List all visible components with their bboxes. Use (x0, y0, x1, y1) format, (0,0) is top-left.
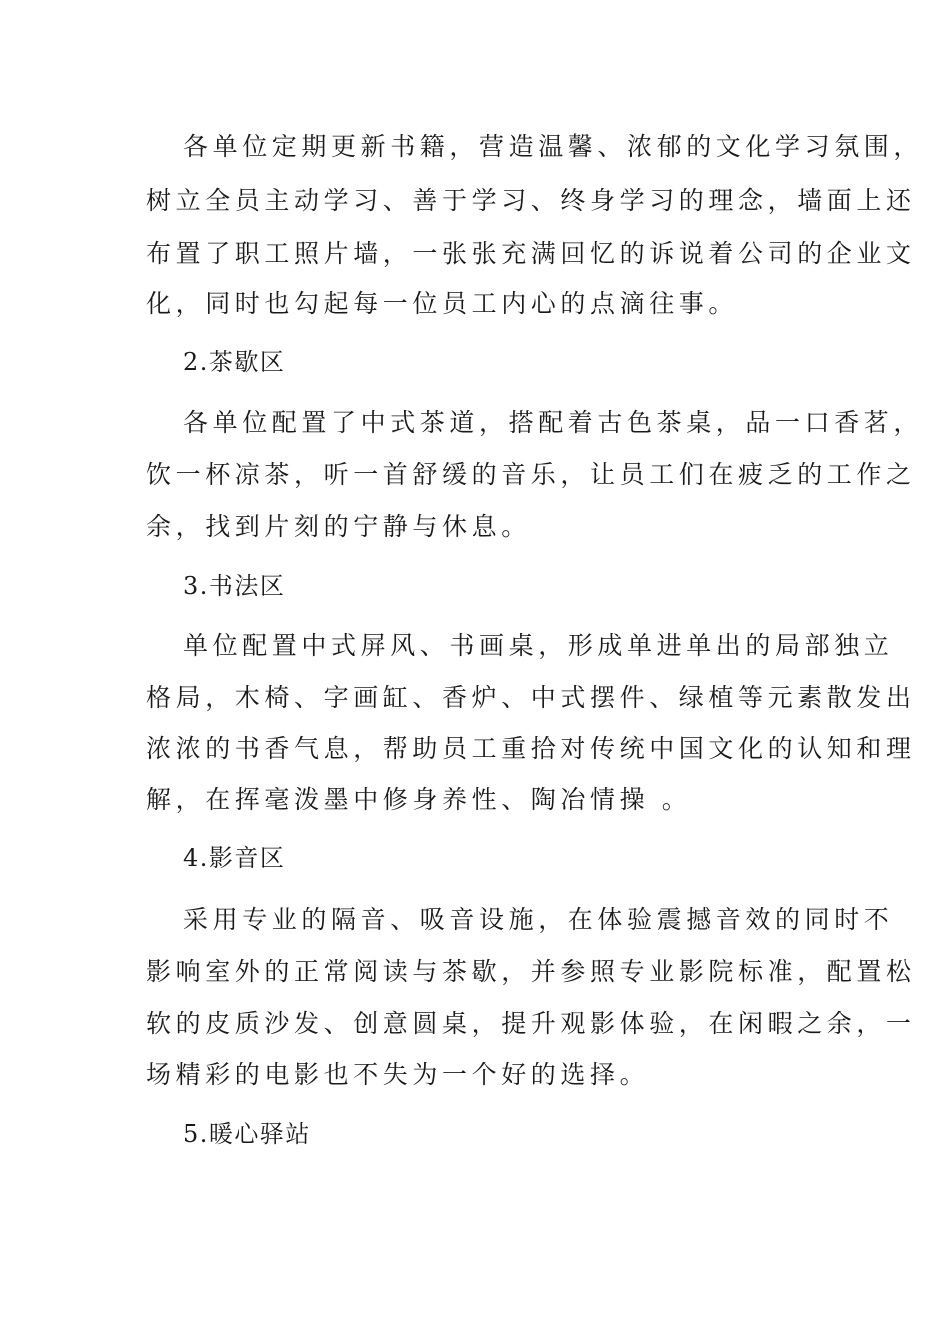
paragraph-line: 影响室外的正常阅读与茶歇，并参照专业影院标准，配置松 (146, 957, 916, 986)
paragraph-line: 采用专业的隔音、吸音设施，在体验震撼音效的同时不 (183, 905, 894, 934)
section-heading-warm-station: 5.暖心驿站 (183, 1120, 311, 1148)
paragraph-line: 化，同时也勾起每一位员工内心的点滴往事。 (146, 289, 739, 318)
paragraph-line: 布置了职工照片墙，一张张充满回忆的诉说着公司的企业文 (146, 239, 916, 268)
section-heading-audio-video: 4.影音区 (183, 844, 286, 872)
paragraph-line: 浓浓的书香气息，帮助员工重拾对传统中国文化的认知和理 (146, 734, 916, 763)
paragraph-line: 饮一杯凉茶，听一首舒缓的音乐，让员工们在疲乏的工作之 (146, 460, 916, 489)
paragraph-line: 解，在挥毫泼墨中修身养性、陶冶情操 。 (146, 785, 692, 814)
paragraph-line: 各单位配置了中式茶道，搭配着古色茶桌，品一口香茗， (183, 408, 924, 437)
paragraph-line: 格局，木椅、字画缸、香炉、中式摆件、绿植等元素散发出 (146, 683, 916, 712)
section-heading-calligraphy: 3.书法区 (183, 572, 286, 600)
paragraph-line: 各单位定期更新书籍，营造温馨、浓郁的文化学习氛围， (183, 132, 924, 161)
paragraph-line: 单位配置中式屏风、书画桌，形成单进单出的局部独立 (183, 631, 894, 660)
paragraph-line: 树立全员主动学习、善于学习、终身学习的理念，墙面上还 (146, 186, 916, 215)
paragraph-line: 余，找到片刻的宁静与休息。 (146, 512, 531, 541)
paragraph-line: 软的皮质沙发、创意圆桌，提升观影体验，在闲暇之余，一 (146, 1009, 916, 1038)
paragraph-line: 场精彩的电影也不失为一个好的选择。 (146, 1060, 650, 1089)
section-heading-tea-break: 2.茶歇区 (183, 348, 286, 376)
